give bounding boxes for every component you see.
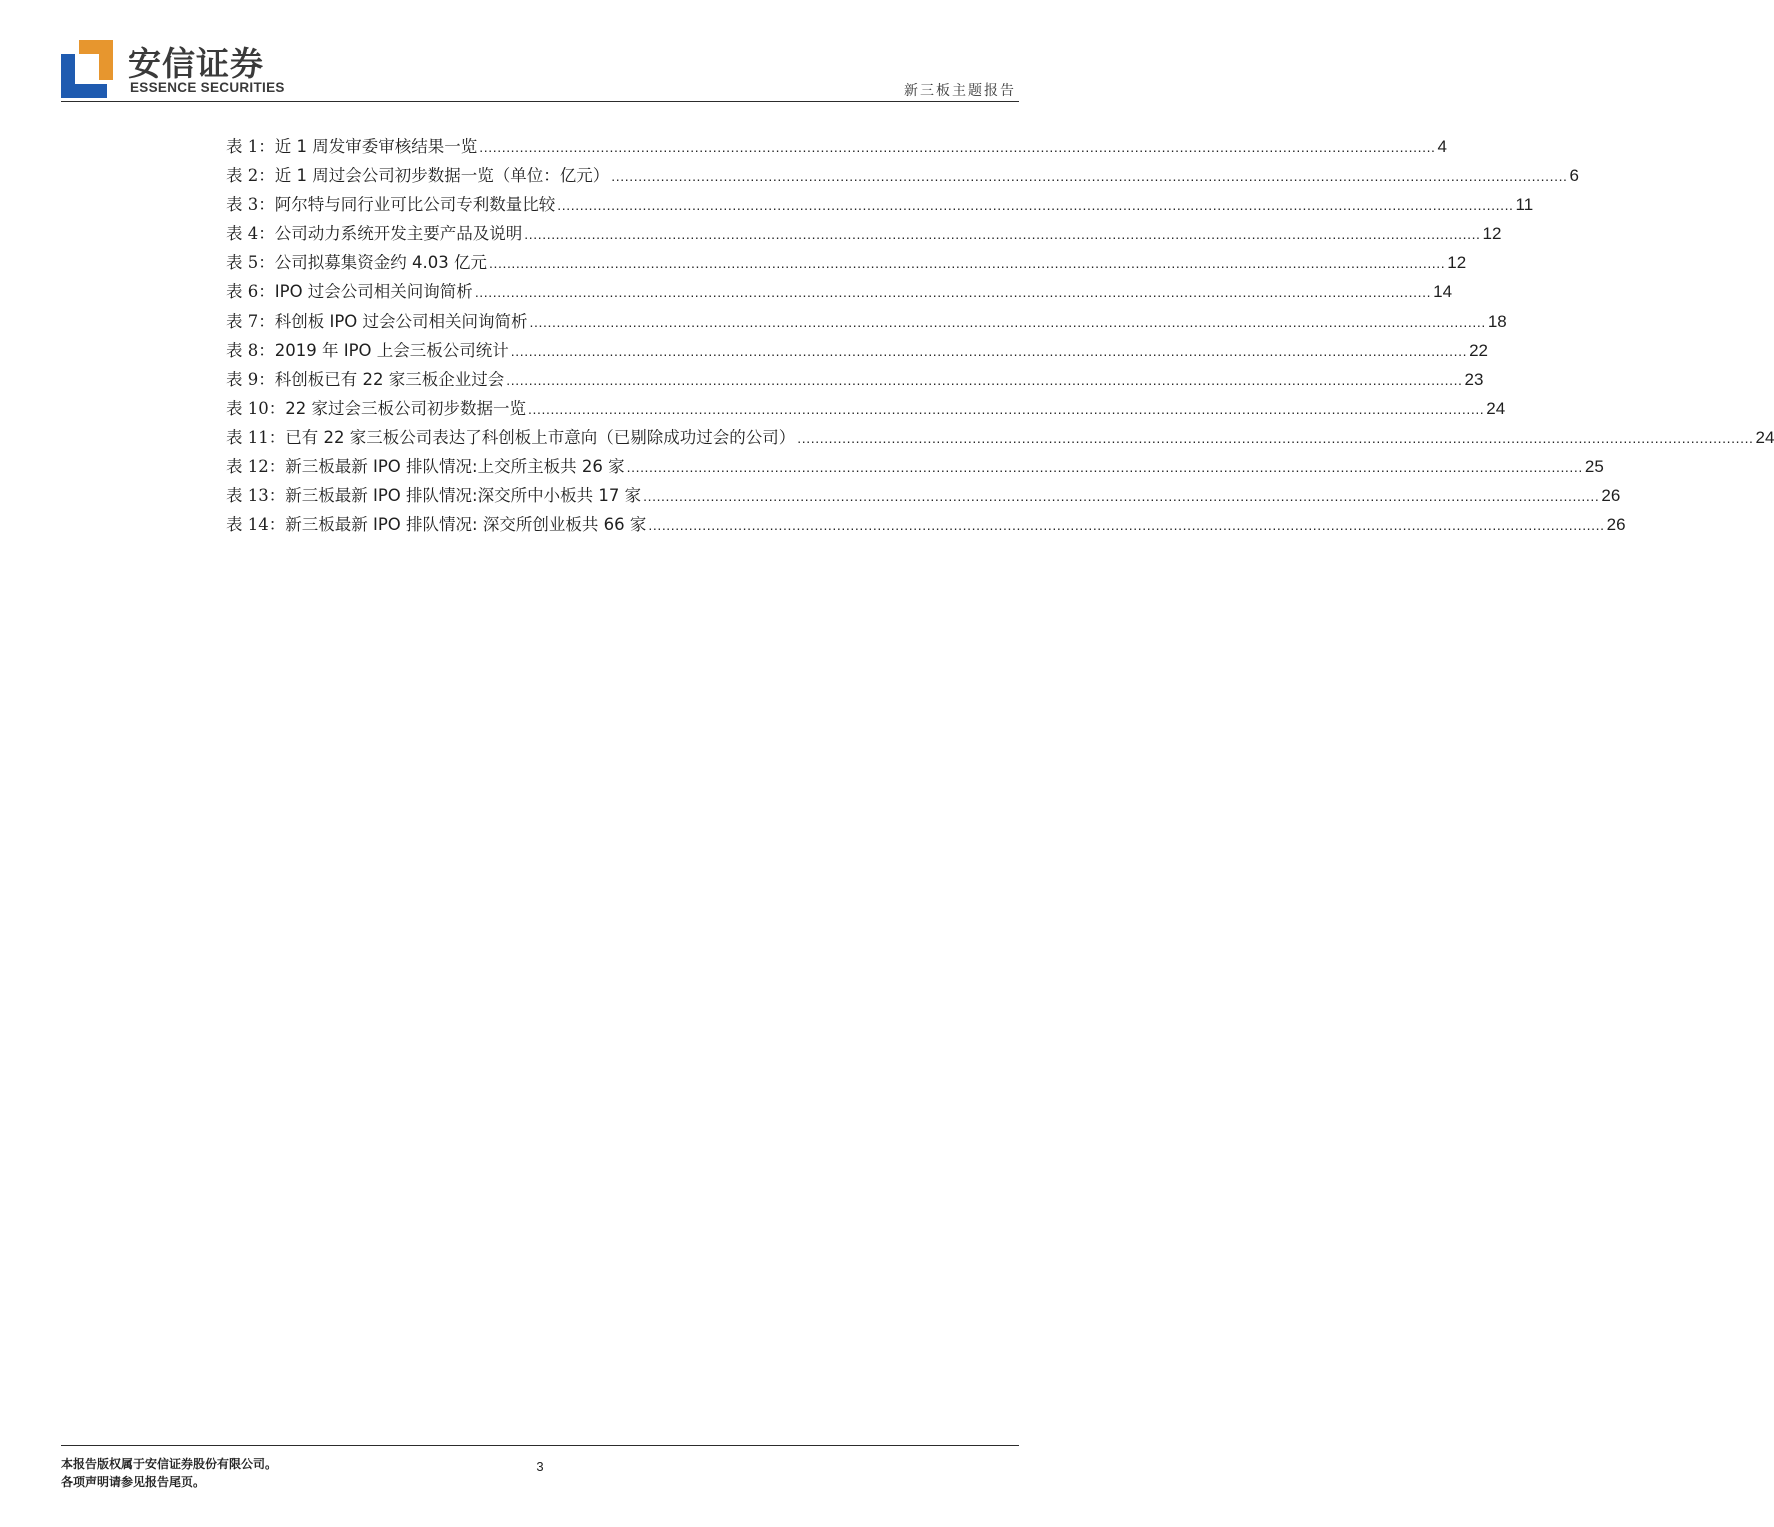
toc-entry-colon: ：	[258, 340, 275, 360]
toc-entry-page-number: 26	[1601, 486, 1621, 506]
brand-name-english: ESSENCE SECURITIES	[130, 80, 285, 95]
toc-entry-colon: ：	[268, 398, 286, 418]
toc-entry-page-number: 6	[1569, 166, 1580, 186]
toc-entry-title: 近 1 周发审委审核结果一览	[274, 137, 478, 156]
table-of-contents	[226, 133, 1774, 540]
toc-entry[interactable]	[226, 337, 1488, 366]
toc-entry-dot-leader: .....................................................................................................................................................................................................................	[648, 517, 1605, 534]
toc-entry-title: 科创板已有 22 家三板企业过会	[274, 369, 505, 389]
page-number: 3	[536, 1459, 544, 1474]
toc-entry-colon: ：	[258, 195, 275, 215]
toc-entry-dot-leader: .....................................................................................................................................................................................................................	[626, 459, 1583, 476]
toc-entry-title: IPO 过会公司相关问询简析	[274, 282, 473, 302]
toc-entry-dot-leader: .....................................................................................................................................................................................................................	[643, 488, 1600, 505]
toc-entry-label: 表 13	[226, 486, 269, 506]
toc-entry-dot-leader: .....................................................................................................................................................................................................................	[506, 371, 1463, 388]
toc-entry-label: 表 12	[226, 457, 269, 477]
toc-entry[interactable]	[226, 191, 1534, 220]
toc-entry-dot-leader: .....................................................................................................................................................................................................................	[528, 400, 1485, 417]
toc-entry-dot-leader: .....................................................................................................................................................................................................................	[488, 255, 1446, 272]
toc-entry-page-number: 22	[1469, 340, 1488, 360]
toc-entry-colon: ：	[258, 253, 275, 273]
toc-entry-label: 表 5	[226, 253, 259, 273]
toc-entry-dot-leader: .....................................................................................................................................................................................................................	[797, 429, 1754, 446]
toc-entry-page-number: 4	[1437, 137, 1448, 156]
toc-entry-page-number: 12	[1447, 253, 1467, 273]
toc-entry[interactable]	[226, 482, 1621, 511]
toc-entry[interactable]	[226, 133, 1448, 162]
toc-entry-page-number: 12	[1482, 224, 1502, 244]
copyright-notice: 本报告版权属于安信证券股份有限公司。	[61, 1457, 278, 1471]
toc-entry-colon: ：	[258, 137, 275, 156]
toc-entry-dot-leader: .....................................................................................................................................................................................................................	[611, 168, 1568, 185]
toc-entry-title: 公司动力系统开发主要产品及说明	[274, 224, 523, 244]
toc-entry-page-number: 14	[1433, 282, 1453, 302]
toc-entry-dot-leader: .....................................................................................................................................................................................................................	[510, 342, 1468, 359]
brand-name-chinese: 安信证券	[128, 44, 264, 83]
toc-entry-colon: ：	[258, 311, 275, 331]
toc-entry[interactable]	[226, 162, 1580, 191]
disclaimer-notice: 各项声明请参见报告尾页。	[61, 1475, 206, 1489]
toc-entry-page-number: 24	[1486, 398, 1506, 418]
header-divider	[61, 101, 1019, 102]
footer-divider	[61, 1445, 1019, 1446]
toc-entry-colon: ：	[268, 427, 286, 447]
toc-entry-label: 表 4	[226, 224, 259, 244]
toc-entry-dot-leader: .....................................................................................................................................................................................................................	[529, 313, 1486, 330]
toc-entry-label: 表 2	[226, 166, 259, 186]
toc-entry[interactable]	[226, 395, 1506, 424]
toc-entry-label: 表 8	[226, 340, 259, 360]
toc-entry-label: 表 14	[226, 515, 269, 535]
toc-entry-title: 已有 22 家三板公司表达了科创板上市意向（已剔除成功过会的公司）	[285, 427, 796, 447]
toc-entry-page-number: 23	[1464, 369, 1484, 389]
toc-entry-colon: ：	[258, 369, 275, 389]
toc-entry-page-number: 26	[1606, 515, 1626, 535]
essence-securities-logo-icon	[61, 40, 113, 98]
toc-entry[interactable]	[226, 278, 1453, 307]
toc-entry-title: 公司拟募集资金约 4.03 亿元	[274, 253, 487, 273]
toc-entry-label: 表 1	[226, 137, 259, 156]
toc-entry[interactable]	[226, 308, 1507, 337]
toc-entry-title: 新三板最新 IPO 排队情况:深交所中小板共 17 家	[285, 486, 642, 506]
toc-entry-label: 表 9	[226, 369, 259, 389]
toc-entry-dot-leader: .....................................................................................................................................................................................................................	[524, 226, 1481, 243]
toc-entry[interactable]	[226, 453, 1604, 482]
toc-entry[interactable]	[226, 249, 1467, 278]
toc-entry[interactable]	[226, 424, 1774, 453]
toc-entry-title: 2019 年 IPO 上会三板公司统计	[274, 340, 509, 360]
toc-entry-colon: ：	[258, 282, 275, 302]
toc-entry[interactable]	[226, 220, 1502, 249]
toc-entry-colon: ：	[258, 224, 275, 244]
toc-entry-title: 近 1 周过会公司初步数据一览（单位：亿元）	[274, 166, 610, 186]
toc-entry-label: 表 3	[226, 195, 259, 215]
toc-entry-page-number: 18	[1487, 311, 1507, 331]
toc-entry-dot-leader: .....................................................................................................................................................................................................................	[557, 197, 1514, 214]
toc-entry-label: 表 11	[226, 427, 269, 447]
toc-entry-label: 表 10	[226, 398, 269, 418]
toc-entry-colon: ：	[258, 166, 275, 186]
toc-entry-title: 科创板 IPO 过会公司相关问询简析	[274, 311, 528, 331]
toc-entry-title: 新三板最新 IPO 排队情况: 深交所创业板共 66 家	[285, 515, 647, 535]
toc-entry-dot-leader: .....................................................................................................................................................................................................................	[479, 139, 1436, 155]
toc-entry-title: 22 家过会三板公司初步数据一览	[285, 398, 526, 418]
toc-entry-colon: ：	[268, 515, 286, 535]
toc-entry-label: 表 6	[226, 282, 259, 302]
toc-entry-colon: ：	[268, 457, 286, 477]
toc-entry-label: 表 7	[226, 311, 259, 331]
toc-entry[interactable]	[226, 366, 1484, 395]
toc-entry-colon: ：	[268, 486, 286, 506]
report-type-title: 新三板主题报告	[904, 83, 1016, 99]
toc-entry-title: 阿尔特与同行业可比公司专利数量比较	[274, 195, 556, 215]
toc-entry[interactable]	[226, 511, 1626, 540]
toc-entry-page-number: 11	[1515, 195, 1534, 215]
toc-entry-page-number: 24	[1755, 427, 1774, 447]
toc-entry-title: 新三板最新 IPO 排队情况:上交所主板共 26 家	[285, 457, 625, 477]
toc-entry-page-number: 25	[1584, 457, 1604, 477]
toc-entry-dot-leader: .....................................................................................................................................................................................................................	[474, 284, 1432, 301]
